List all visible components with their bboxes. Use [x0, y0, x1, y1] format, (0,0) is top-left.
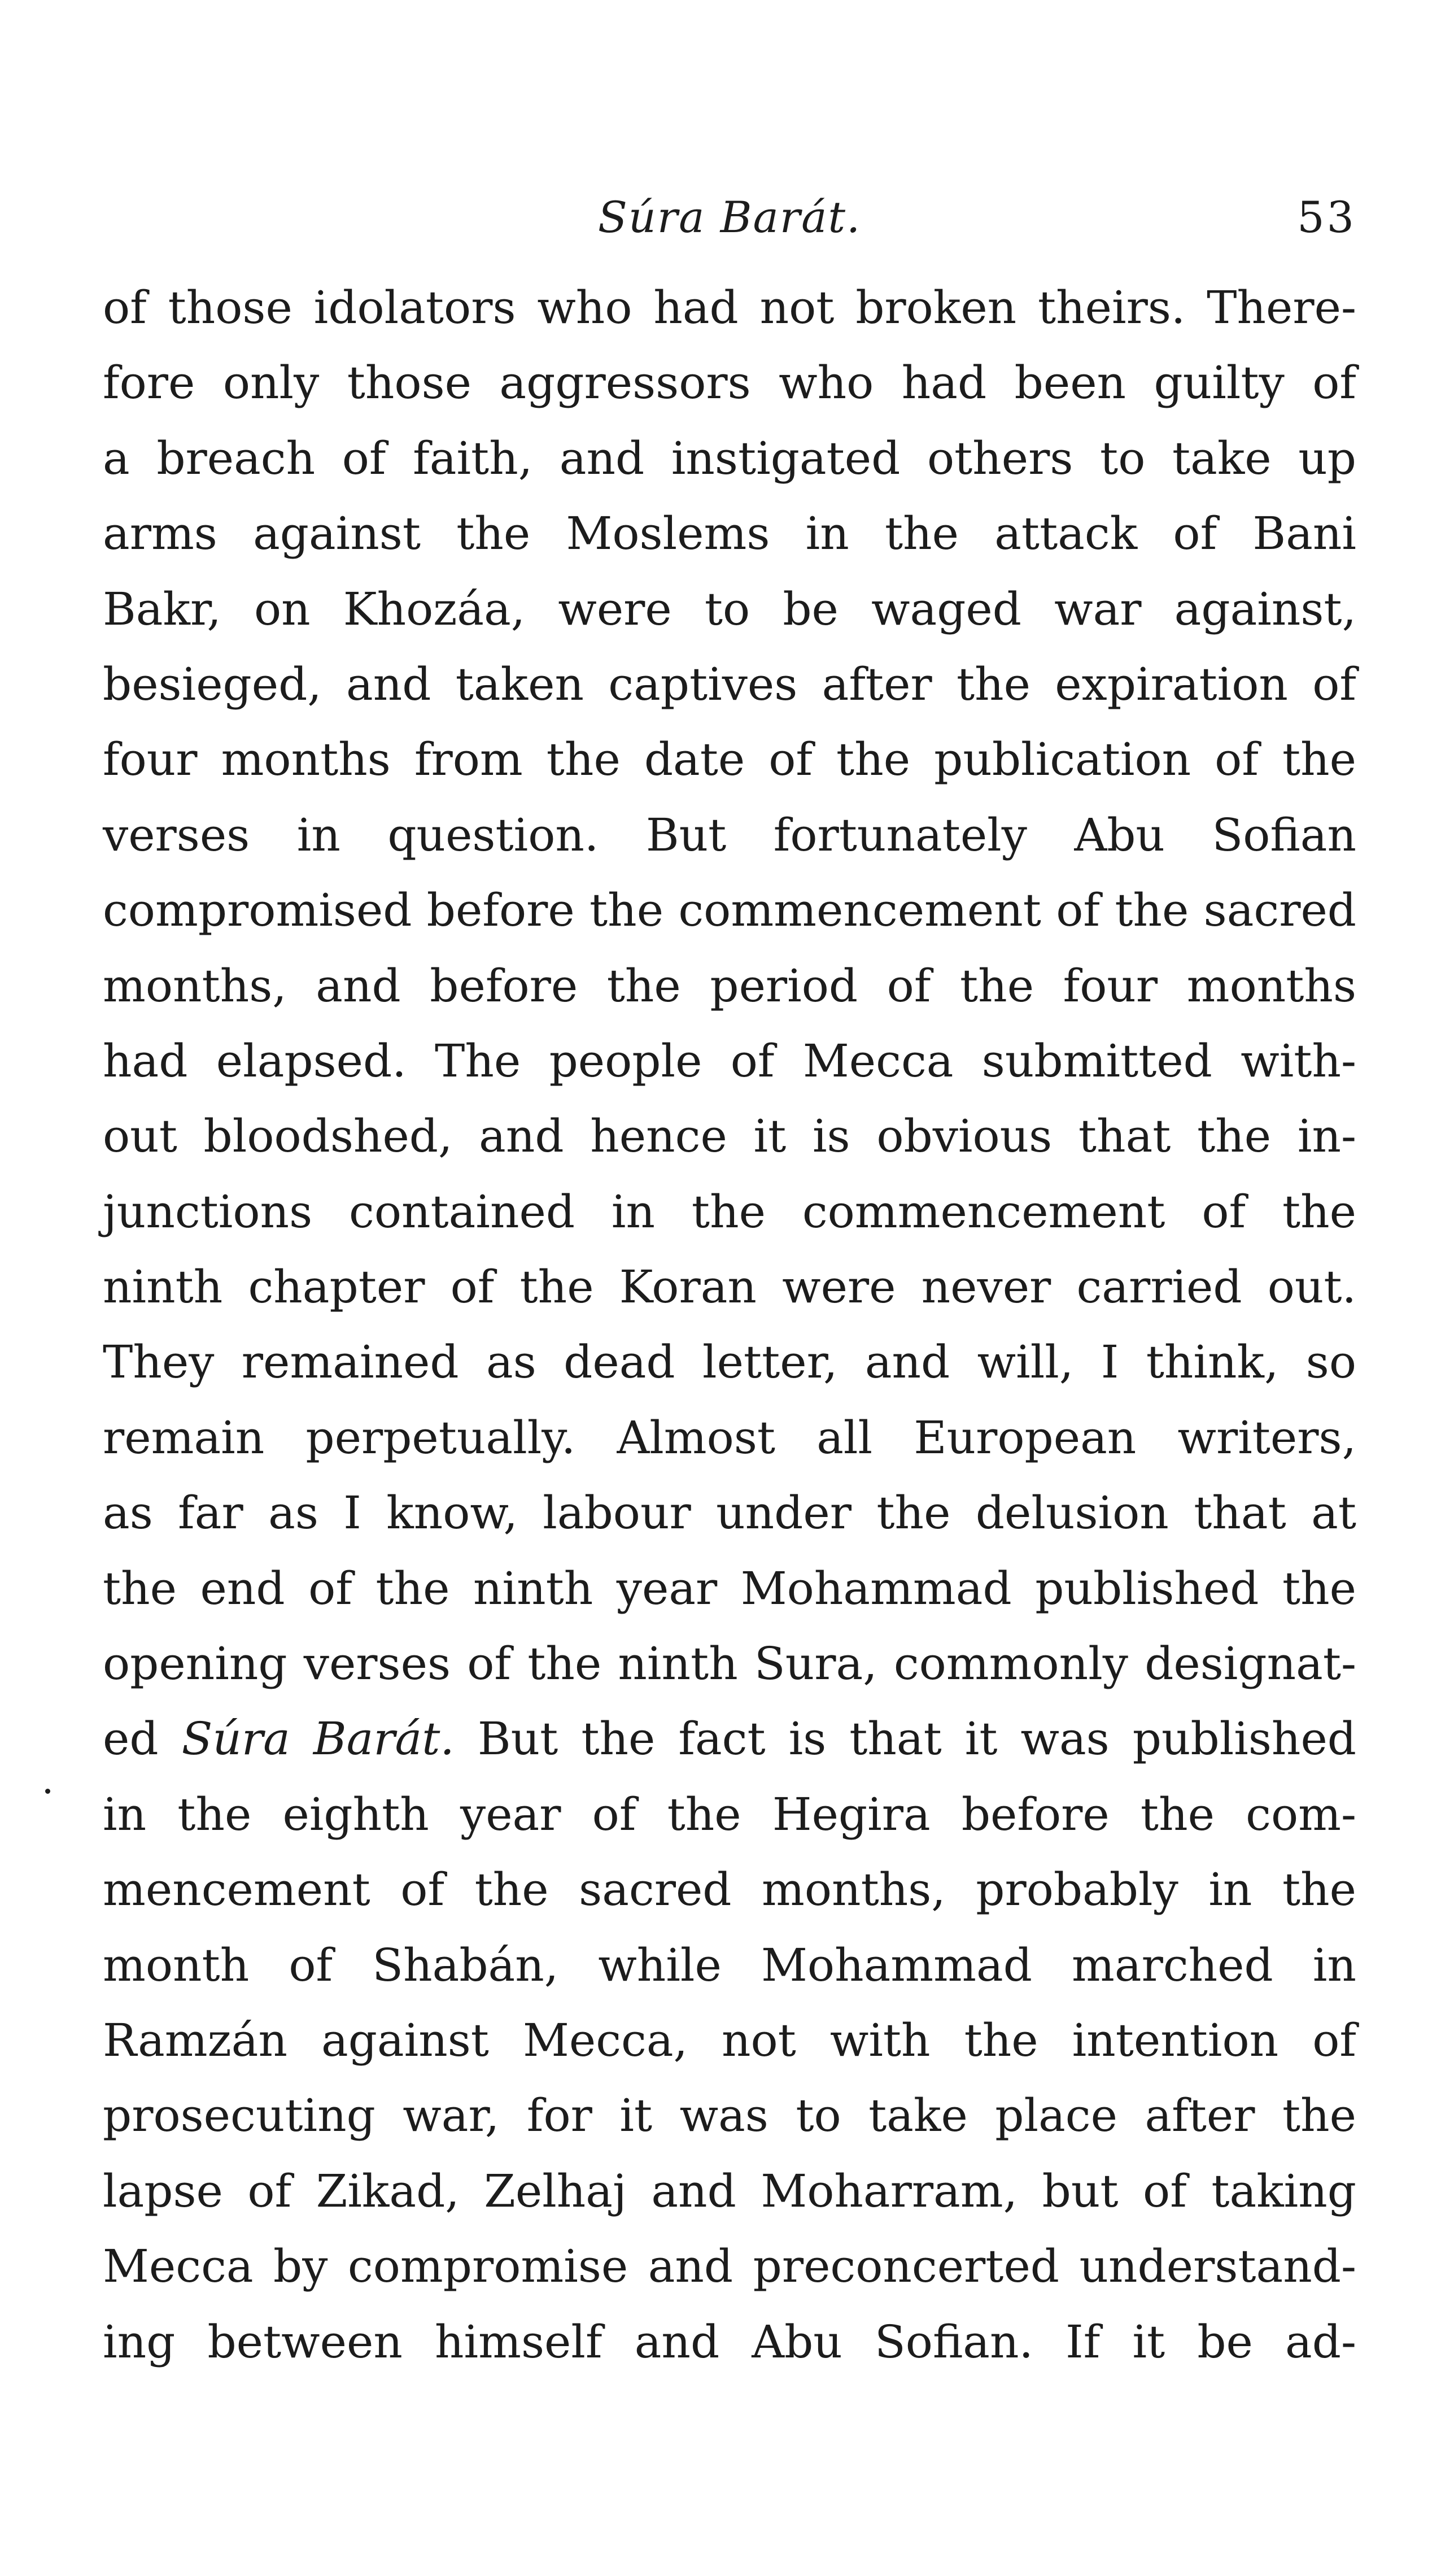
- text-line: months, and before the period of the four months: [103, 959, 1356, 1012]
- italic-sura-title: Súra Barát.: [181, 1712, 455, 1766]
- body-text: [103, 270, 1356, 2379]
- text-line: mencement of the sacred months, probably in the: [103, 1863, 1356, 1916]
- text-line: four months from the date of the publication of the: [103, 733, 1356, 786]
- margin-mark: [45, 1789, 50, 1794]
- text-line: fore only those aggressors who had been guilty of: [103, 356, 1356, 409]
- page-number: 53: [1297, 192, 1356, 242]
- running-head: [103, 189, 1356, 251]
- line-suffix: But the fact is that it was published: [454, 1712, 1356, 1766]
- text-line: ninth chapter of the Koran were never carried out.: [103, 1261, 1356, 1314]
- text-line: had elapsed. The people of Mecca submitted with-: [103, 1034, 1356, 1087]
- text-line-with-italic: [103, 1701, 1356, 1776]
- line-prefix: ed: [103, 1712, 182, 1766]
- text-line: junctions contained in the commencement of the: [103, 1185, 1356, 1238]
- text-line: month of Shabán, while Mohammad marched in: [103, 1938, 1356, 1991]
- text-line: prosecuting war, for it was to take place after the: [103, 2089, 1356, 2142]
- text-line: ing between himself and Abu Sofian. If it be ad-: [103, 2315, 1356, 2368]
- text-line: They remained as dead letter, and will, I think, so: [103, 1336, 1356, 1389]
- text-line: verses in question. But fortunately Abu Sofian: [103, 808, 1356, 861]
- text-line: remain perpetually. Almost all European writers,: [103, 1411, 1356, 1464]
- text-line: lapse of Zikad, Zelhaj and Moharram, but of taking: [103, 2164, 1356, 2217]
- text-line: Mecca by compromise and preconcerted understand-: [103, 2240, 1356, 2293]
- text-line: in the eighth year of the Hegira before the com-: [103, 1788, 1356, 1841]
- text-line: a breach of faith, and instigated others to take up: [103, 431, 1356, 485]
- text-line: besieged, and taken captives after the expiration of: [103, 657, 1356, 711]
- text-line: compromised before the commencement of the sacred: [103, 884, 1356, 937]
- text-line: arms against the Moslems in the attack of Bani: [103, 507, 1356, 560]
- text-line: the end of the ninth year Mohammad published the: [103, 1562, 1356, 1615]
- text-line: Ramzán against Mecca, not with the intention of: [103, 2013, 1356, 2067]
- text-line: of those idolators who had not broken theirs. There-: [103, 281, 1356, 334]
- text-line: Bakr, on Khozáa, were to be waged war against,: [103, 582, 1356, 635]
- running-title: Súra Barát.: [597, 192, 862, 242]
- text-line: out bloodshed, and hence it is obvious that the in-: [103, 1110, 1356, 1163]
- text-line: opening verses of the ninth Sura, commonly designat-: [103, 1637, 1356, 1690]
- text-line: as far as I know, labour under the delusion that at: [103, 1487, 1356, 1540]
